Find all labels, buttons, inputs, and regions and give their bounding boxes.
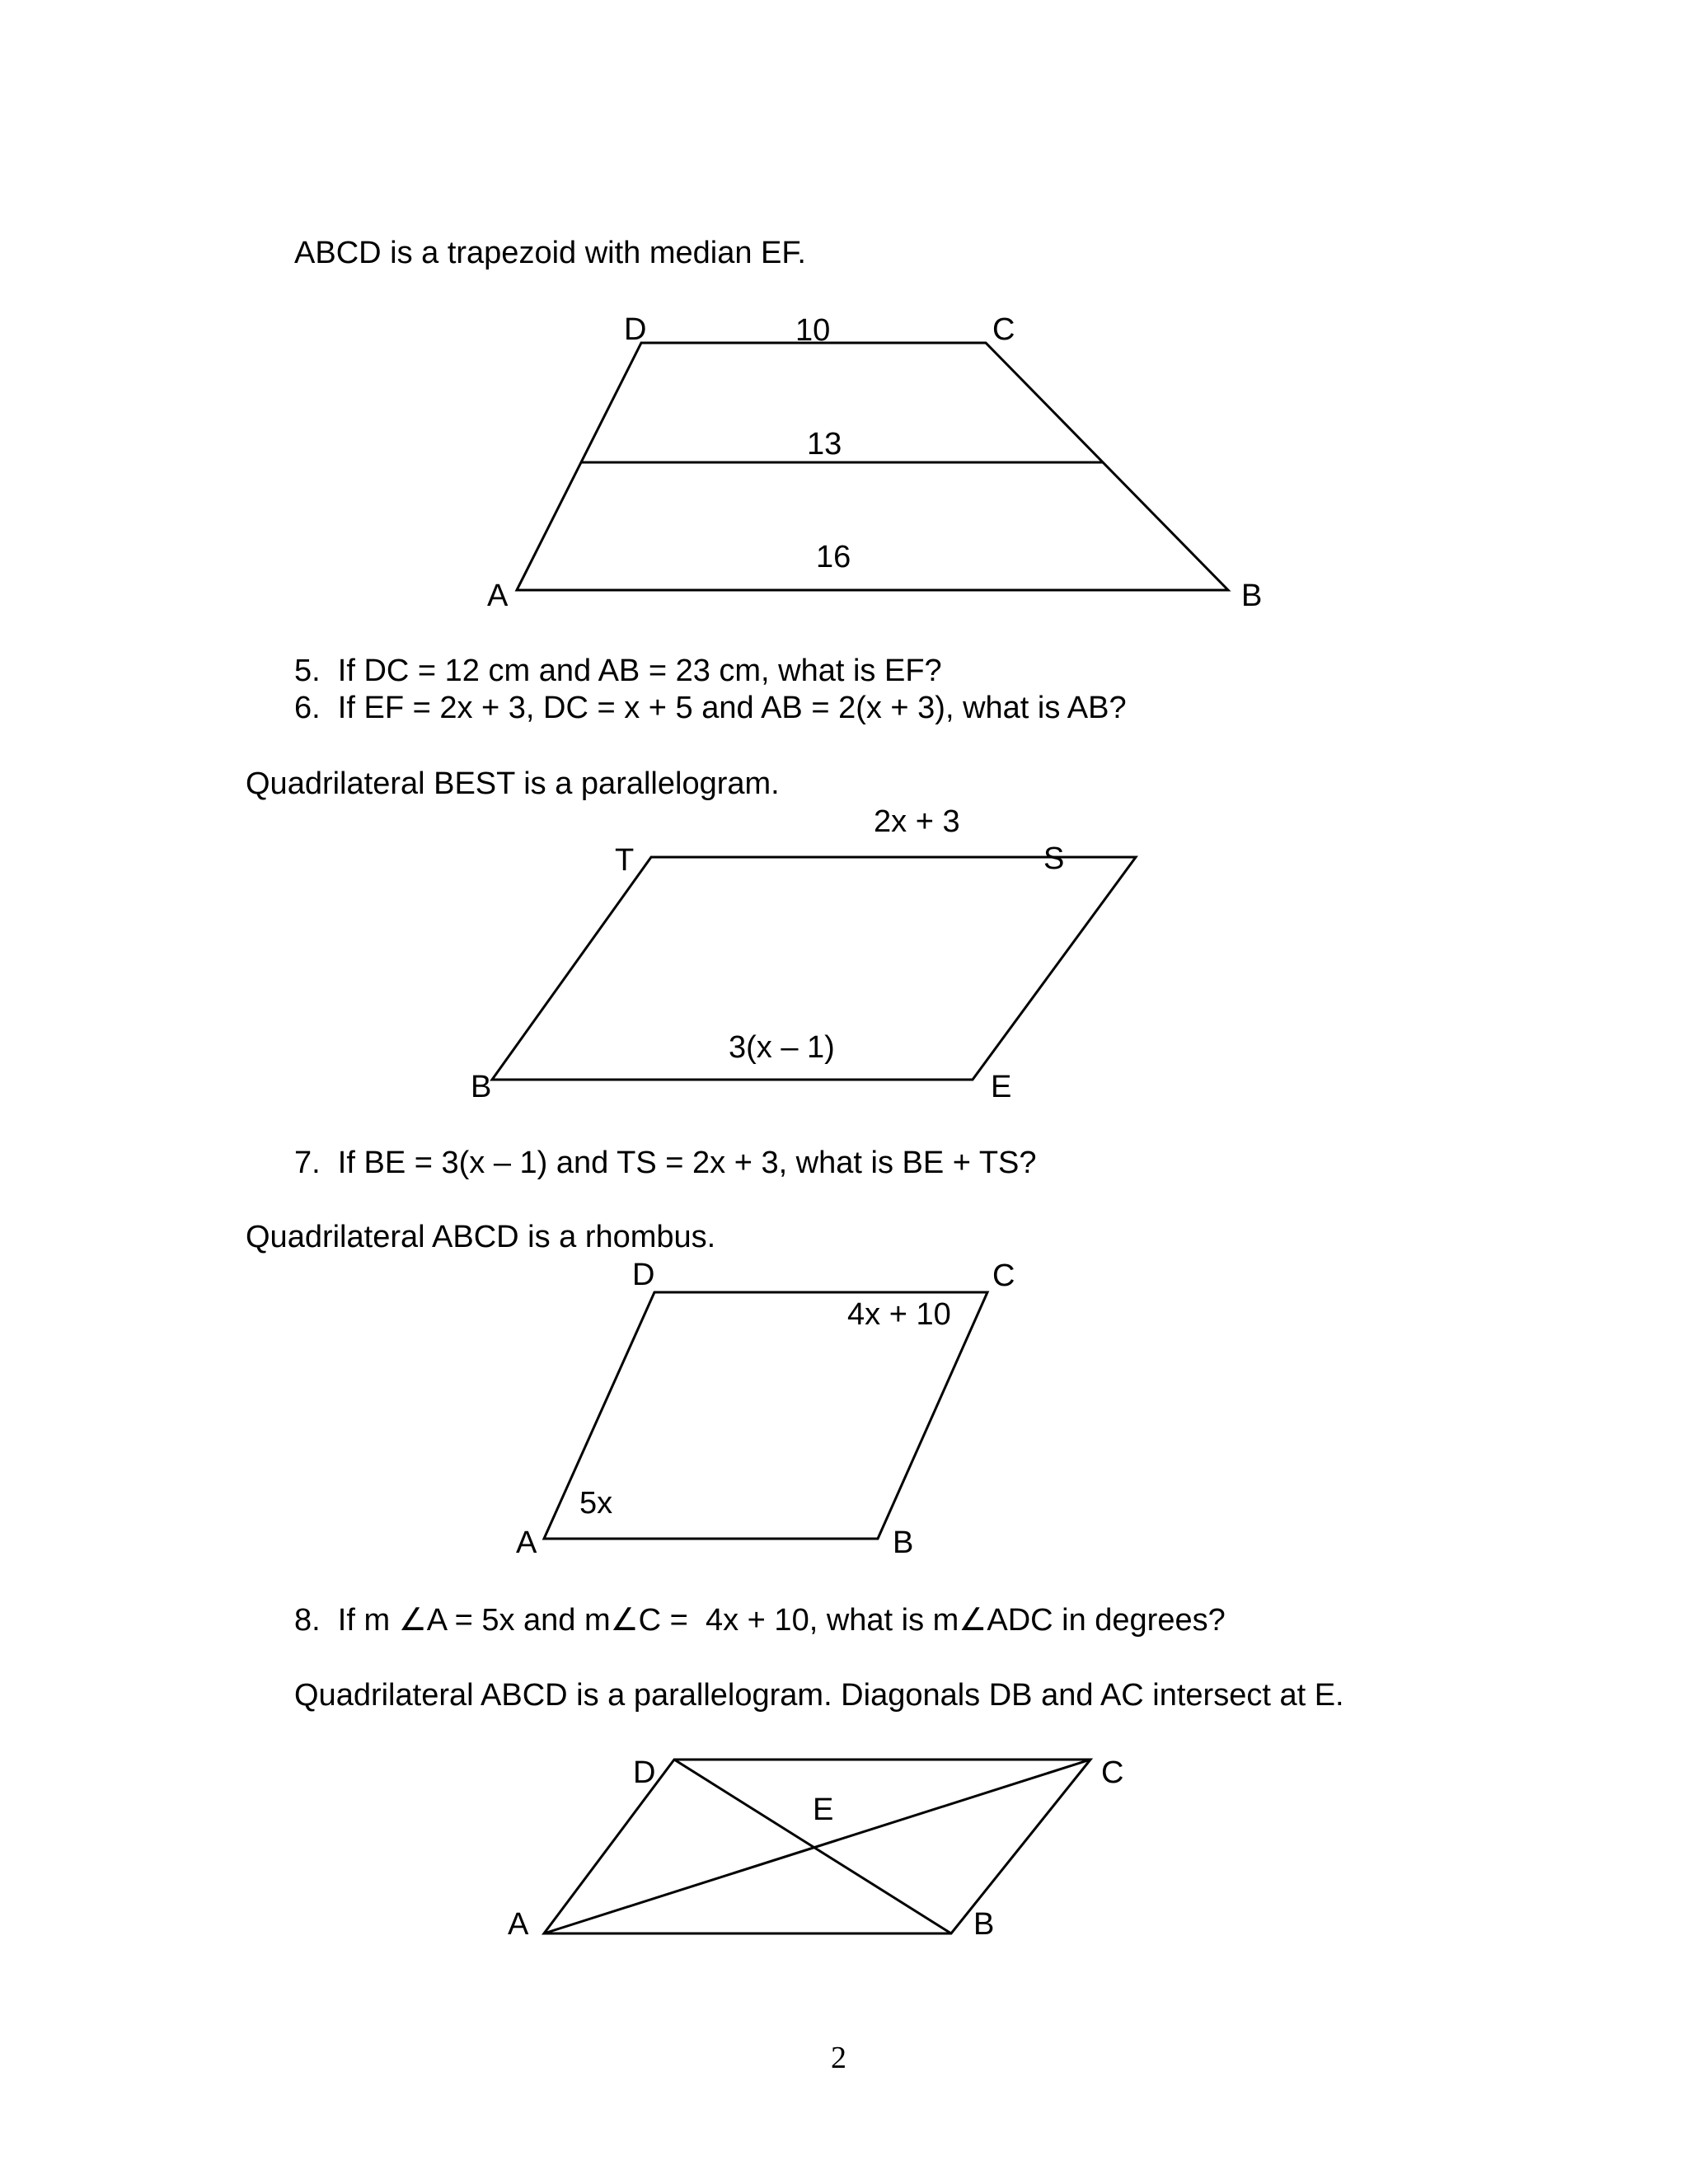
vertex-label-a: A: [516, 1526, 537, 1560]
question-6: 6. If EF = 2x + 3, DC = x + 5 and AB = 2(x + 3), what is AB?: [294, 691, 1127, 725]
length-label-ts: 2x + 3: [874, 804, 960, 839]
vertex-label-t: T: [615, 843, 635, 878]
vertex-label-s: S: [1043, 841, 1065, 876]
length-label-dc: 10: [795, 313, 831, 348]
vertex-label-c: C: [992, 1258, 1015, 1293]
page-number: 2: [831, 2041, 846, 2075]
question-8: 8. If m ∠A = 5x and m∠C = 4x + 10, what is m∠ADC in degrees?: [294, 1603, 1226, 1638]
vertex-label-a: A: [487, 579, 509, 613]
question-5: 5. If DC = 12 cm and AB = 23 cm, what is EF?: [294, 654, 942, 688]
angle-label-c: 4x + 10: [847, 1297, 951, 1332]
vertex-label-d: D: [624, 312, 647, 347]
parallelogram-best-intro: Quadrilateral BEST is a parallelogram.: [246, 766, 780, 801]
rhombus-intro: Quadrilateral ABCD is a rhombus.: [246, 1220, 716, 1254]
length-label-ab: 16: [816, 540, 851, 574]
vertex-label-c: C: [1101, 1755, 1124, 1790]
vertex-label-e: E: [991, 1070, 1012, 1104]
length-label-ef: 13: [807, 427, 842, 462]
intersection-label-e: E: [813, 1793, 834, 1827]
parallelogram-diagonals-intro: Quadrilateral ABCD is a parallelogram. Diagonals DB and AC intersect at E.: [294, 1678, 1344, 1713]
vertex-label-a: A: [508, 1907, 529, 1942]
length-label-be: 3(x – 1): [729, 1030, 835, 1065]
vertex-label-d: D: [633, 1755, 656, 1790]
vertex-label-b: B: [973, 1907, 995, 1942]
trapezoid-intro: ABCD is a trapezoid with median EF.: [294, 236, 806, 270]
vertex-label-d: D: [632, 1258, 655, 1292]
vertex-label-b: B: [471, 1070, 492, 1104]
question-7: 7. If BE = 3(x – 1) and TS = 2x + 3, what is BE + TS?: [294, 1146, 1037, 1180]
vertex-label-b: B: [893, 1526, 914, 1560]
angle-label-a: 5x: [579, 1486, 613, 1521]
diagonal-db: [674, 1760, 951, 1933]
vertex-label-c: C: [992, 312, 1015, 347]
vertex-label-b: B: [1241, 579, 1263, 613]
diagonal-ac: [544, 1760, 1090, 1933]
